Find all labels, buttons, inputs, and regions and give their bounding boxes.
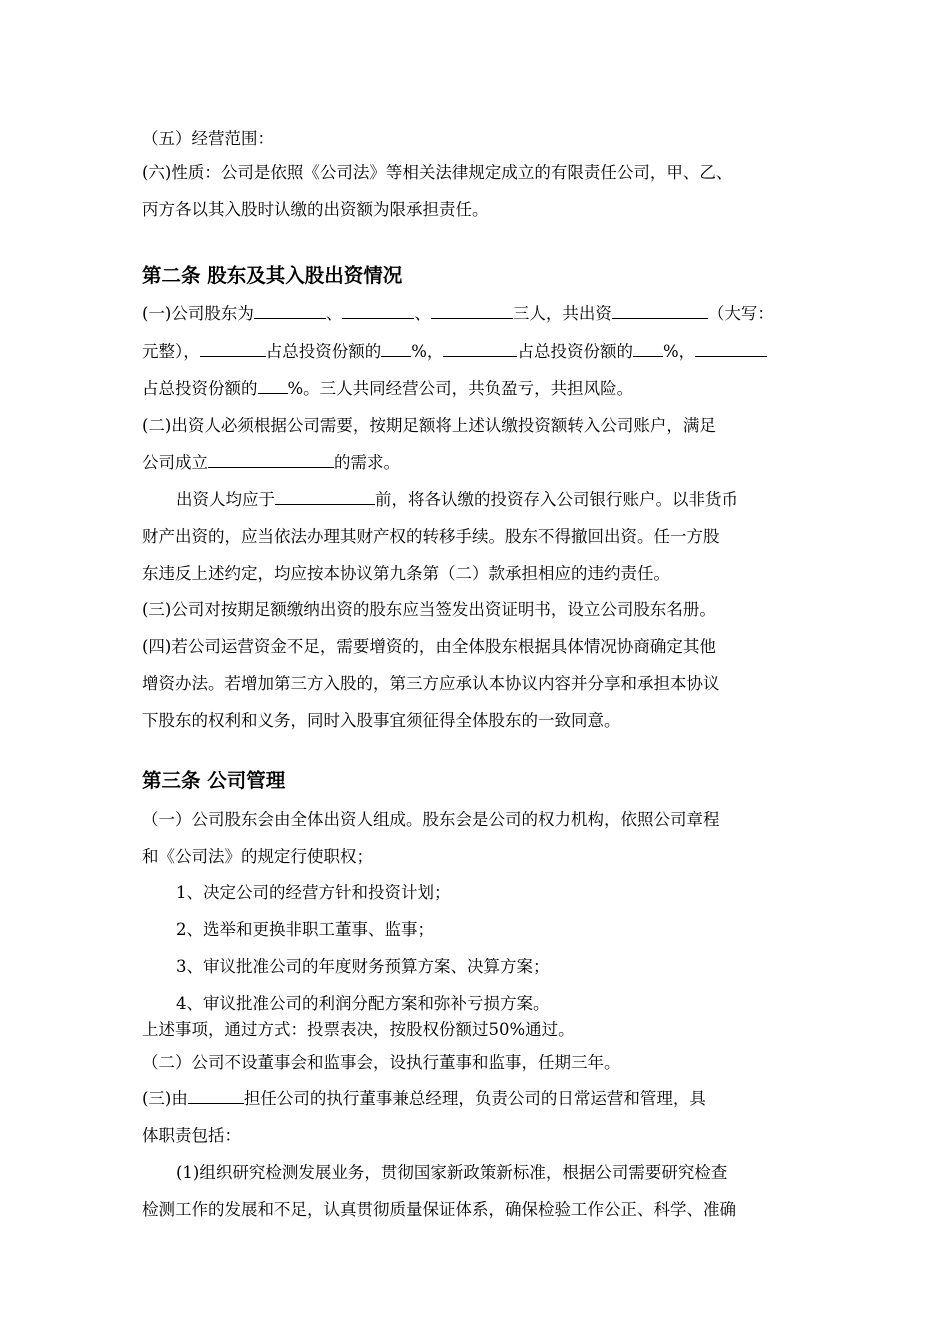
contribution-certificate: (三)公司对按期足额缴纳出资的股东应当签发出资证明书，设立公司股东名册。 [142,600,716,619]
deposit-deadline-line-3: 东违反上述约定，均应按本协议第九条第（二）款承担相应的违约责任。 [142,564,670,583]
capital-transfer-line-2: 公司成立 的需求。 [142,453,400,472]
power-item-4: 4、审议批准公司的利润分配方案和弥补亏损方案。 [176,994,550,1013]
blank-holder-b [443,340,517,357]
power-item-1: 1、决定公司的经营方针和投资计划； [176,883,451,902]
blank-executive-director [188,1087,244,1104]
capital-increase-line-2: 增资办法。若增加第三方入股的，第三方应承认本协议内容并分享和承担本协议 [142,674,720,693]
power-item-2: 2、选举和更换非职工董事、监事； [176,920,434,939]
item-nature-line-2: 丙方各以其入股时认缴的出资额为限承担责任。 [142,200,489,219]
capital-increase-line-1: (四)若公司运营资金不足，需要增资的，由全体股东根据具体情况协商确定其他 [142,637,716,656]
duty-1-line-2: 检测工作的发展和不足，认真贯彻质量保证体系，确保检验工作公正、科学、准确 [142,1200,736,1219]
capital-transfer-line-1: (二)出资人必须根据公司需要，按期足额将上述认缴投资额转入公司账户，满足 [142,416,716,435]
article-3-heading: 第三条 公司管理 [142,769,286,792]
deposit-deadline-line-2: 财产出资的，应当依法办理其财产权的转移手续。股东不得撤回出资。任一方股 [142,527,720,546]
shareholders-meeting-line-2: 和《公司法》的规定行使职权； [142,847,373,866]
blank-share-c [258,377,288,394]
voting-method: 上述事项，通过方式：投票表决，按股权份额过50%通过。 [142,1020,575,1039]
item-nature-line-1: (六)性质：公司是依照《公司法》等相关法律规定成立的有限责任公司，甲、乙、 [142,163,733,182]
blank-establishment [208,451,334,468]
blank-share-a [381,340,411,357]
shareholders-line-2: 元整）， 占总投资份额的 %， 占总投资份额的 %， [142,340,767,364]
blank-share-b [633,340,663,357]
blank-holder-a [200,340,266,357]
article-2-heading: 第二条 股东及其入股出资情况 [142,264,403,287]
blank-shareholder-1 [254,302,326,319]
executive-director-line-2: 体职责包括： [142,1126,241,1145]
deposit-deadline-line-1: 出资人均应于 前，将各认缴的投资存入公司银行账户。以非货币 [176,490,738,509]
item-business-scope: （五）经营范围： [142,129,274,148]
blank-holder-c [695,340,767,357]
blank-total-capital [612,302,708,319]
duty-1-line-1: (1)组织研究检测发展业务，贯彻国家新政策新标准，根据公司需要研究检查 [176,1163,728,1182]
blank-shareholder-2 [342,302,414,319]
blank-deadline-date [275,488,375,505]
shareholders-meeting-line-1: （一）公司股东会由全体出资人组成。股东会是公司的权力机构，依照公司章程 [142,810,720,829]
no-board-clause: （二）公司不设董事会和监事会，设执行董事和监事，任期三年。 [142,1053,621,1072]
shareholders-line-3: 占总投资份额的 %。三人共同经营公司，共负盈亏，共担风险。 [142,379,634,398]
blank-shareholder-3 [431,302,513,319]
executive-director-line-1: (三)由 担任公司的执行董事兼总经理，负责公司的日常运营和管理，具 [142,1089,706,1108]
shareholders-line-1: (一)公司股东为 、 、 三人，共出资 （大写： [142,304,774,323]
capital-increase-line-3: 下股东的权利和义务，同时入股事宜须征得全体股东的一致同意。 [142,711,621,730]
power-item-3: 3、审议批准公司的年度财务预算方案、决算方案； [176,957,550,976]
